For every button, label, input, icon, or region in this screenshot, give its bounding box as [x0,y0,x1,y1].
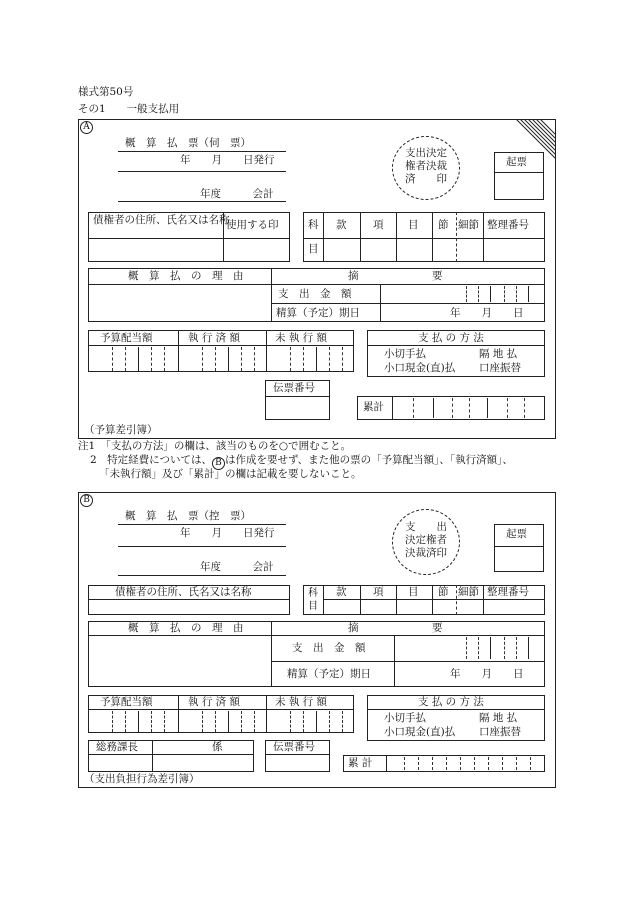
form-b-pay-check: 小切手払 [384,712,426,724]
form-a-reason-label: 概 算 払 の 理 由 [128,270,244,282]
form-a-title: 概 算 払 票（伺 票） [125,137,251,149]
form-a-pay-petty: 小口現金(直)払 [384,362,456,374]
form-a-col-kan: 款 [336,219,347,231]
form-a-executed-label: 執 行 済 額 [188,332,241,344]
form-a-footer: （予算差引簿） [84,424,158,436]
form-b-approval-stamp: 支 出 決定権者 決裁済印 [392,509,460,575]
form-a-col-saimoku: 細節 [458,219,479,231]
form-b-moku: 目 [308,601,318,612]
form-b-col-saimoku: 細節 [458,586,479,598]
form-b-slip-label: 伝票番号 [273,741,315,753]
form-a-col-kou: 項 [373,219,384,231]
form-b-ka: 科 [308,588,318,599]
form-a-marker: A [80,121,93,134]
form-b-col-kou: 項 [373,586,384,598]
form-b-fiscal-line: 年度 会計 [200,561,274,573]
form-a-moku: 目 [308,243,319,255]
note-line-2: 2 特定経費については、 B は作成を要せず、また他の票の「予算配当額」、「執行済額」、 [90,454,513,468]
form-b-reason-label: 概 算 払 の 理 由 [128,622,244,634]
form-a-amount-label: 支 出 金 額 [278,288,352,300]
form-b-summary-label: 摘 要 [348,622,443,634]
form-a-kihyo-label: 起票 [506,156,527,168]
form-a-pay-transfer: 口座振替 [479,362,521,374]
form-a-pay-method-label: 支 払 の 方 法 [418,332,484,344]
form-b-date-line: 年 月 日発行 [180,527,275,539]
form-b-total-label: 累 計 [348,757,373,769]
form-a-summary-label: 摘 要 [348,270,443,282]
form-b-settle-label: 精算（予定）期日 [287,668,371,680]
note-line-1: 注1 「支払の方法」の欄は、該当のものを○で囲むこと。 [78,440,352,452]
form-number: 様式第50号 [78,86,134,98]
form-b-manager-label: 総務課長 [96,741,138,753]
form-a-fiscal-line: 年度 会計 [200,188,274,200]
form-b-kihyo-label: 起票 [506,528,527,540]
form-a-col-seiri: 整理番号 [487,219,529,231]
form-b-executed-label: 執 行 済 額 [188,696,241,708]
form-a-col-moku: 目 [408,219,419,231]
form-a-total-label: 累計 [363,401,384,413]
form-b-col-moku: 目 [408,586,419,598]
form-b-pay-remote: 隔 地 払 [479,712,518,724]
form-a-pay-remote: 隔 地 払 [479,348,518,360]
form-b-footer: （支出負担行為差引簿） [84,773,200,785]
form-b-settle-date: 年 月 日 [450,668,524,680]
form-b-budget-label: 予算配当額 [100,696,153,708]
form-a-settle-date: 年 月 日 [450,307,524,319]
form-a-seal-label: 使用する印 [226,219,279,231]
form-b-pay-method-label: 支 払 の 方 法 [418,696,484,708]
form-b-title: 概 算 払 票（控 票） [125,510,251,522]
form-b-unexec-label: 未 執 行 額 [275,696,328,708]
form-a-settle-label: 精算（予定）期日 [276,307,360,319]
form-b-col-kan: 款 [336,586,347,598]
form-b-amount-label: 支 出 金 額 [292,642,366,654]
form-a-approval-stamp: 支出決定 権者決裁 済 印 [392,136,460,200]
form-b-pay-petty: 小口現金(直)払 [384,726,456,738]
form-b-total-box [343,755,545,772]
form-a-date-line: 年 月 日発行 [180,154,275,166]
note-b-marker: B [212,457,225,470]
form-a-budget-label: 予算配当額 [100,332,153,344]
form-b-creditor-label: 債権者の住所、氏名又は名称 [115,586,252,598]
note-line-3: 「未執行額」及び「累計」の欄は記載を要しないこと。 [99,468,362,480]
form-b-marker: B [80,494,93,507]
form-a-slip-label: 伝票番号 [273,382,315,394]
form-a-col-setsu: 節 [438,219,449,231]
form-b-staff-label: 係 [212,741,223,753]
form-b-col-setsu: 節 [438,586,449,598]
form-a-ka: 科 [308,219,319,231]
form-b-col-seiri: 整理番号 [487,586,529,598]
form-a-unexec-label: 未 執 行 額 [275,332,328,344]
form-a-total-box [357,396,545,420]
form-b-pay-transfer: 口座振替 [479,726,521,738]
form-a-pay-check: 小切手払 [384,348,426,360]
form-a-creditor-label: 債権者の住所、氏名又は名称 [93,214,230,226]
form-subtitle: その1 一般支払用 [78,103,180,115]
